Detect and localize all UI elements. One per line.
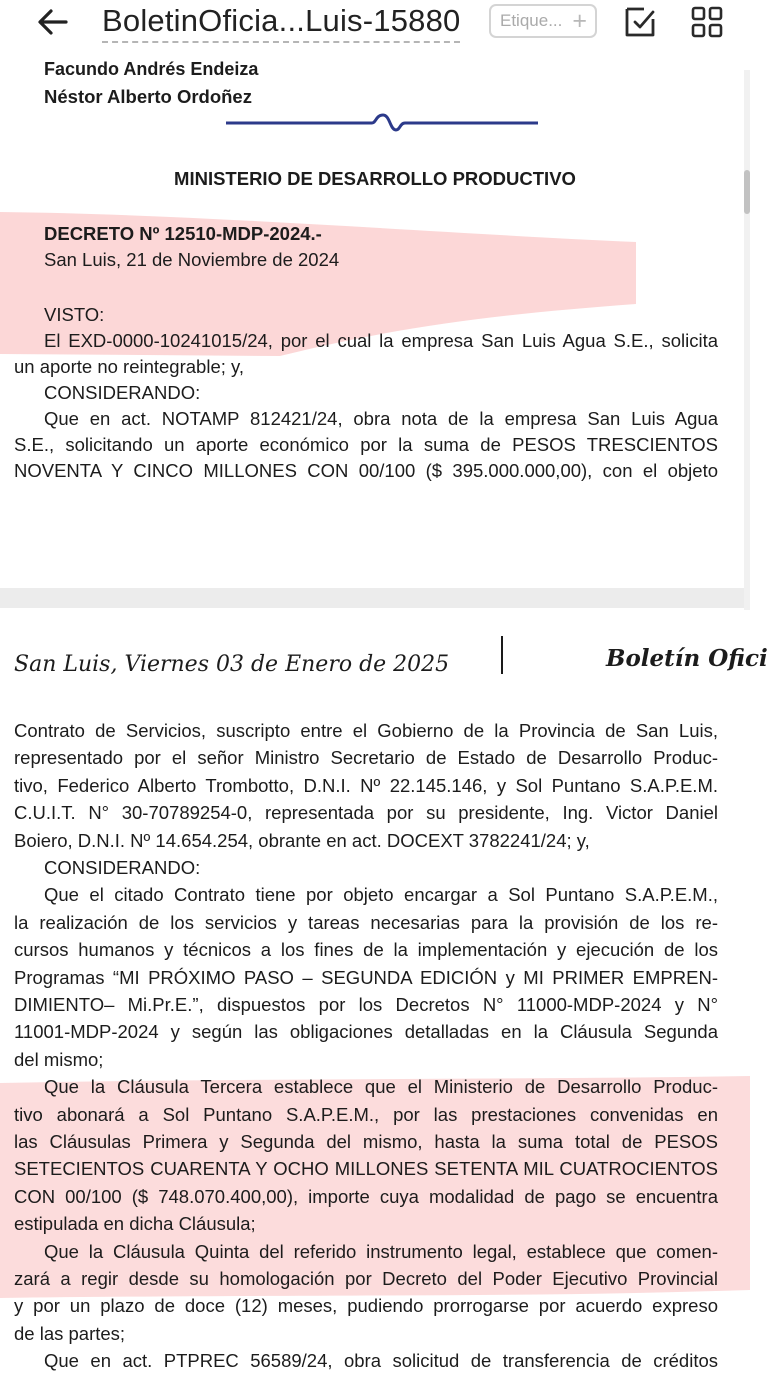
text-line: C.U.I.T. N° 30-70789254-0, representada por su presidente, Ing. Victor Daniel (14, 802, 718, 824)
grid-icon[interactable] (690, 5, 724, 39)
scrollbar-thumb[interactable] (744, 170, 750, 214)
document-page-2 (0, 608, 768, 1372)
text-line: estipulada en dicha Cláusula; (14, 1213, 256, 1235)
tag-label: Etique... (500, 11, 563, 30)
back-arrow-icon[interactable] (36, 6, 70, 38)
check-square-icon[interactable] (622, 5, 658, 39)
signer-name-cut: Facundo Andrés Endeiza (44, 59, 259, 79)
ministry-heading: MINISTERIO DE DESARROLLO PRODUCTIVO (174, 168, 576, 189)
text-line: Que en act. NOTAMP 812421/24, obra nota de la empresa San Luis Agua (44, 408, 718, 429)
text-line: Que el citado Contrato tiene por objeto encargar a Sol Puntano S.A.P.E.M., (44, 884, 718, 906)
text-line: VISTO: (44, 304, 105, 325)
text-line: Que la Cláusula Quinta del referido instrumento legal, establece que comen- (44, 1240, 718, 1262)
text-line: 11001-MDP-2024 y según las obligaciones detalladas en la Cláusula Segunda (14, 1021, 718, 1043)
header-date: San Luis, Viernes 03 de Enero de 2025 (14, 652, 450, 677)
text-line: CONSIDERANDO: (44, 857, 201, 878)
text-line: S.E., solicitando un aporte económico por la suma de PESOS TRESCIENTOS (14, 434, 718, 455)
decree-date: San Luis, 21 de Noviembre de 2024 (44, 249, 340, 270)
decree-title: DECRETO Nº 12510-MDP-2024.- (44, 223, 322, 244)
text-line: las Cláusulas Primera y Segunda del mismo, hasta la suma total de PESOS (14, 1131, 718, 1152)
scrollbar-track[interactable] (744, 70, 750, 610)
ornament-divider (224, 110, 540, 134)
highlight-mark (0, 64, 750, 588)
document-page-1 (0, 59, 750, 588)
text-line: tivo, Federico Alberto Trombotto, D.N.I. Nº 22.145.146, y Sol Puntano S.A.P.E.M. (14, 774, 718, 796)
text-line: CONSIDERANDO: (44, 382, 201, 403)
tag-button[interactable] (489, 4, 597, 38)
text-line: la realización de los servicios y tareas necesarias para la provisión de los re- (14, 911, 718, 933)
text-line: Contrato de Servicios, suscripto entre el Gobierno de la Provincia de San Luis, (14, 720, 718, 741)
text-line: un aporte no reintegrable; y, (14, 356, 245, 377)
header-title: Boletín Ofici (606, 645, 768, 672)
header-divider (501, 636, 503, 674)
page-separator (0, 588, 750, 608)
text-line: representado por el señor Ministro Secretario de Estado de Desarrollo Produc- (14, 747, 718, 769)
text-line: del mismo; (14, 1048, 104, 1070)
text-line: Boiero, D.N.I. Nº 14.654.254, obrante en act. DOCEXT 3782241/24; y, (14, 829, 590, 851)
text-line: tivo abonará a Sol Puntano S.A.P.E.M., por las prestaciones convenidas en (14, 1103, 718, 1125)
text-line: DIMIENTO– Mi.Pr.E.”, dispuestos por los Decretos N° 11000-MDP-2024 y N° (14, 994, 718, 1015)
text-line: SETECIENTOS CUARENTA Y OCHO MILLONES SETENTA MIL CUATROCIENTOS (14, 1158, 718, 1180)
top-toolbar (0, 0, 750, 46)
text-line: y por un plazo de doce (12) meses, pudiendo prorrogarse por acuerdo expreso (14, 1295, 718, 1317)
text-line: El EXD-0000-10241015/24, por el cual la empresa San Luis Agua S.E., solicita (44, 330, 718, 351)
text-line: NOVENTA Y CINCO MILLONES CON 00/100 ($ 395.000.000,00), con el objeto (14, 460, 718, 481)
text-line: Que la Cláusula Tercera establece que el Ministerio de Desarrollo Produc- (44, 1076, 718, 1098)
document-title[interactable]: BoletinOficia...Luis-15880 (102, 2, 460, 43)
text-line: de las partes; (14, 1322, 126, 1344)
text-line: cursos humanos y técnicos a los fines de la implementación y ejecución de los (14, 939, 718, 961)
text-line: zará a regir desde su homologación por Decreto del Poder Ejecutivo Provincial (14, 1268, 718, 1289)
signer-name: Néstor Alberto Ordoñez (44, 86, 252, 107)
text-line: Programas “MI PRÓXIMO PASO – SEGUNDA EDICIÓN y MI PRIMER EMPREN- (14, 966, 718, 988)
plus-icon: + (572, 7, 587, 35)
text-line: Que en act. PTPREC 56589/24, obra solicitud de transferencia de créditos (44, 1350, 718, 1372)
text-line: CON 00/100 ($ 748.070.400,00), importe cuya modalidad de pago se encuentra (14, 1185, 718, 1207)
